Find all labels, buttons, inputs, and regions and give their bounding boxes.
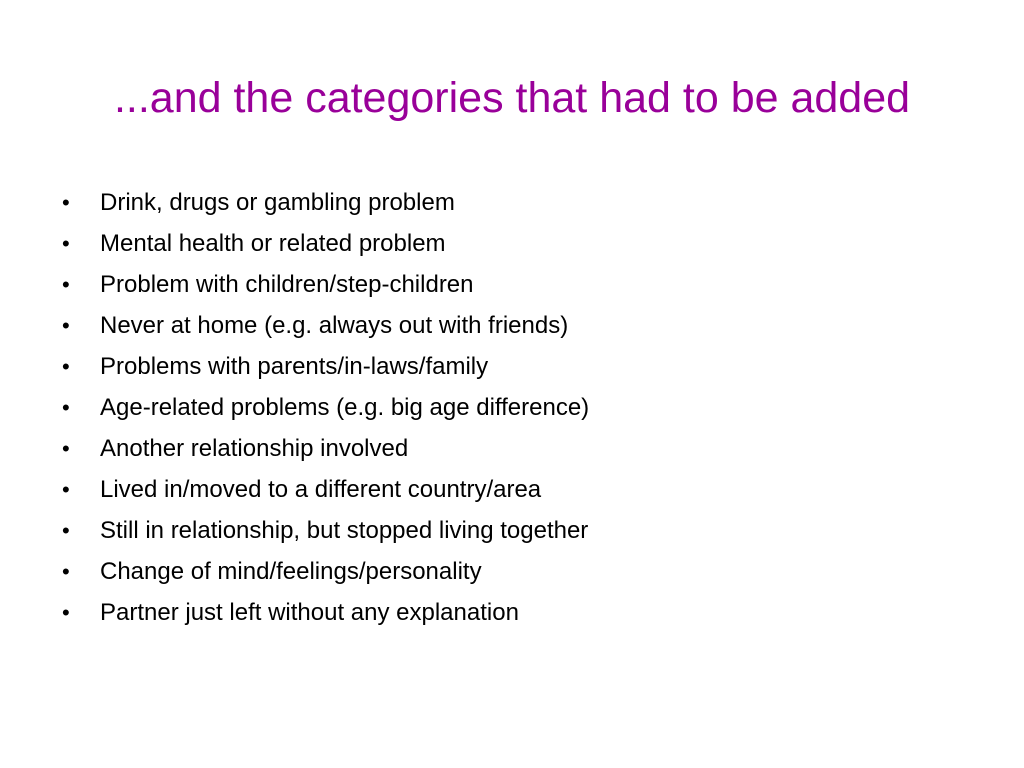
list-item-text: Never at home (e.g. always out with friends)	[100, 312, 569, 339]
bullet-icon: •	[62, 231, 70, 256]
list-item	[62, 469, 589, 510]
list-item-text: Change of mind/feelings/personality	[100, 558, 482, 585]
list-item	[62, 346, 589, 387]
list-item-text: Problem with children/step-children	[100, 271, 474, 298]
list-item-text: Mental health or related problem	[100, 230, 446, 257]
bullet-icon: •	[62, 518, 70, 543]
list-item	[62, 510, 589, 551]
list-item	[62, 182, 589, 223]
list-item-text: Partner just left without any explanation	[100, 599, 519, 626]
list-item	[62, 305, 589, 346]
list-item-text: Another relationship involved	[100, 435, 409, 462]
bullet-icon: •	[62, 600, 70, 625]
bullet-icon: •	[62, 272, 70, 297]
bullet-icon: •	[62, 395, 70, 420]
list-item-text: Lived in/moved to a different country/area	[100, 476, 542, 503]
bullet-icon: •	[62, 313, 70, 338]
bullet-icon: •	[62, 436, 70, 461]
list-item	[62, 592, 589, 633]
list-item	[62, 551, 589, 592]
bullet-list	[62, 182, 589, 633]
list-item	[62, 264, 589, 305]
list-item-text: Age-related problems (e.g. big age difference)	[100, 394, 590, 421]
slide-title: ...and the categories that had to be added	[113, 74, 911, 122]
list-item-text: Still in relationship, but stopped living together	[100, 517, 589, 544]
list-item	[62, 223, 589, 264]
bullet-icon: •	[62, 190, 70, 215]
list-item	[62, 387, 589, 428]
list-item	[62, 428, 589, 469]
bullet-icon: •	[62, 559, 70, 584]
bullet-icon: •	[62, 477, 70, 502]
bullet-icon: •	[62, 354, 70, 379]
list-item-text: Problems with parents/in-laws/family	[100, 353, 489, 380]
list-item-text: Drink, drugs or gambling problem	[100, 189, 455, 216]
